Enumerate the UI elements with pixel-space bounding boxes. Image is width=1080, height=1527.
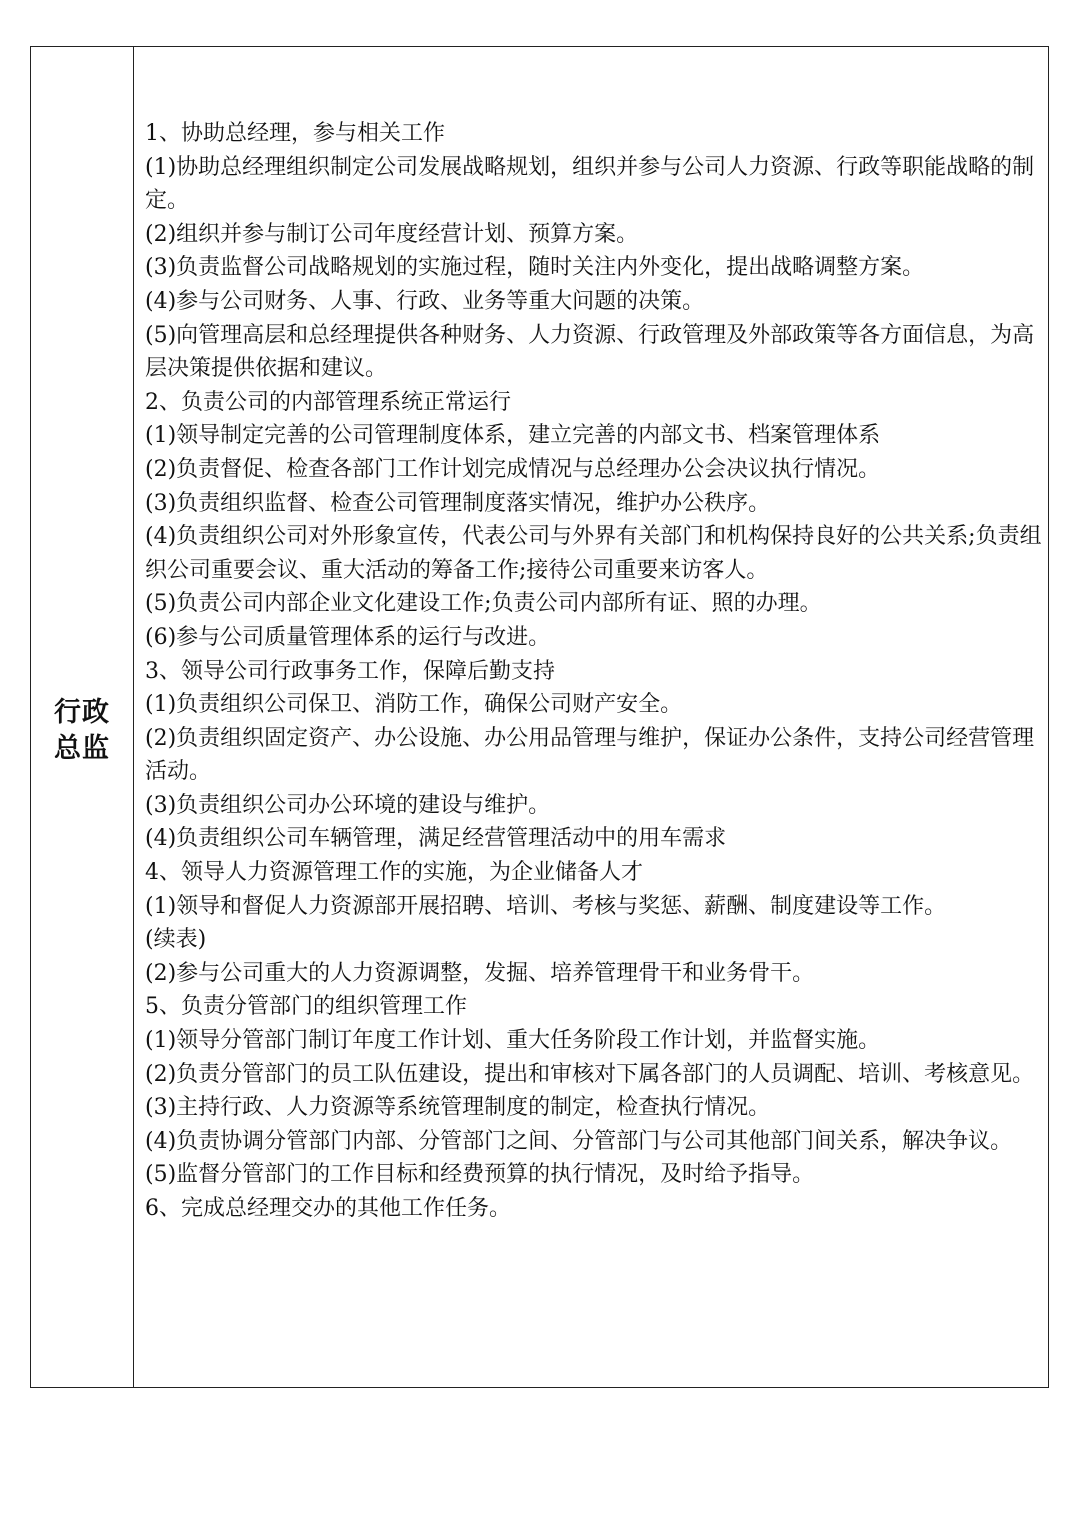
duty-table xyxy=(30,46,1049,1388)
duty-line: (5)负责公司内部企业文化建设工作;负责公司内部所有证、照的办理。 xyxy=(145,591,822,617)
duty-line: (3)负责监督公司战略规划的实施过程，随时关注内外变化，提出战略调整方案。 xyxy=(145,255,925,281)
duty-line: (2)参与公司重大的人力资源调整，发掘、培养管理骨干和业务骨干。 xyxy=(145,960,815,986)
duty-line: (1)协助总经理组织制定公司发展战略规划，组织并参与公司人力资源、行政等职能战略的制定。 xyxy=(145,154,1035,214)
duty-line: (4)负责协调分管部门内部、分管部门之间、分管部门与公司其他部门间关系，解决争议。 xyxy=(145,1128,1013,1154)
duty-line: (5)监督分管部门的工作目标和经费预算的执行情况，及时给予指导。 xyxy=(145,1162,815,1188)
duty-line: 1、协助总经理，参与相关工作 xyxy=(145,121,445,146)
duty-list xyxy=(145,117,1044,1226)
duty-line: (1)领导和督促人力资源部开展招聘、培训、考核与奖惩、薪酬、制度建设等工作。 xyxy=(145,893,947,919)
duties-cell xyxy=(134,47,1048,1387)
duty-line: 6、完成总经理交办的其他工作任务。 xyxy=(145,1196,511,1221)
duty-line: (4)负责组织公司对外形象宣传，代表公司与外界有关部门和机构保持良好的公共关系;负责组织公司重要会议、重大活动的筹备工作;接待公司重要来访客人。 xyxy=(145,524,1042,583)
duty-line: (6)参与公司质量管理体系的运行与改进。 xyxy=(145,624,551,650)
duty-line: (1)负责组织公司保卫、消防工作，确保公司财产安全。 xyxy=(145,692,683,718)
duty-line: (3)负责组织监督、检查公司管理制度落实情况，维护办公秩序。 xyxy=(145,490,771,516)
duty-line: 4、领导人力资源管理工作的实施，为企业储备人才 xyxy=(145,860,643,886)
duty-line: (5)向管理高层和总经理提供各种财务、人力资源、行政管理及外部政策等各方面信息，为高层决策提供依据和建议。 xyxy=(145,322,1035,382)
duty-line: (3)负责组织公司办公环境的建设与维护。 xyxy=(145,792,551,818)
duty-line: 3、领导公司行政事务工作，保障后勤支持 xyxy=(145,658,555,684)
duty-line: (3)主持行政、人力资源等系统管理制度的制定，检查执行情况。 xyxy=(145,1095,771,1121)
role-title: 行政总监 xyxy=(54,697,110,764)
duty-line: (4)负责组织公司车辆管理，满足经营管理活动中的用车需求 xyxy=(145,826,727,852)
duty-line: 2、负责公司的内部管理系统正常运行 xyxy=(145,389,511,415)
duty-line: (续表) xyxy=(145,927,207,953)
duty-line: 5、负责分管部门的组织管理工作 xyxy=(145,994,467,1020)
duty-line: (2)负责督促、检查各部门工作计划完成情况与总经理办公会决议执行情况。 xyxy=(145,456,881,482)
duty-line: (2)负责分管部门的员工队伍建设，提出和审核对下属各部门的人员调配、培训、考核意见。 xyxy=(145,1061,1035,1087)
duty-line: (1)领导制定完善的公司管理制度体系，建立完善的内部文书、档案管理体系 xyxy=(145,423,881,449)
duty-line: (1)领导分管部门制订年度工作计划、重大任务阶段工作计划，并监督实施。 xyxy=(145,1028,881,1054)
role-cell xyxy=(31,47,134,1387)
duty-line: (2)组织并参与制订公司年度经营计划、预算方案。 xyxy=(145,221,639,247)
duty-line: (2)负责组织固定资产、办公设施、办公用品管理与维护，保证办公条件，支持公司经营管理活动。 xyxy=(145,725,1035,785)
duty-line: (4)参与公司财务、人事、行政、业务等重大问题的决策。 xyxy=(145,288,705,314)
